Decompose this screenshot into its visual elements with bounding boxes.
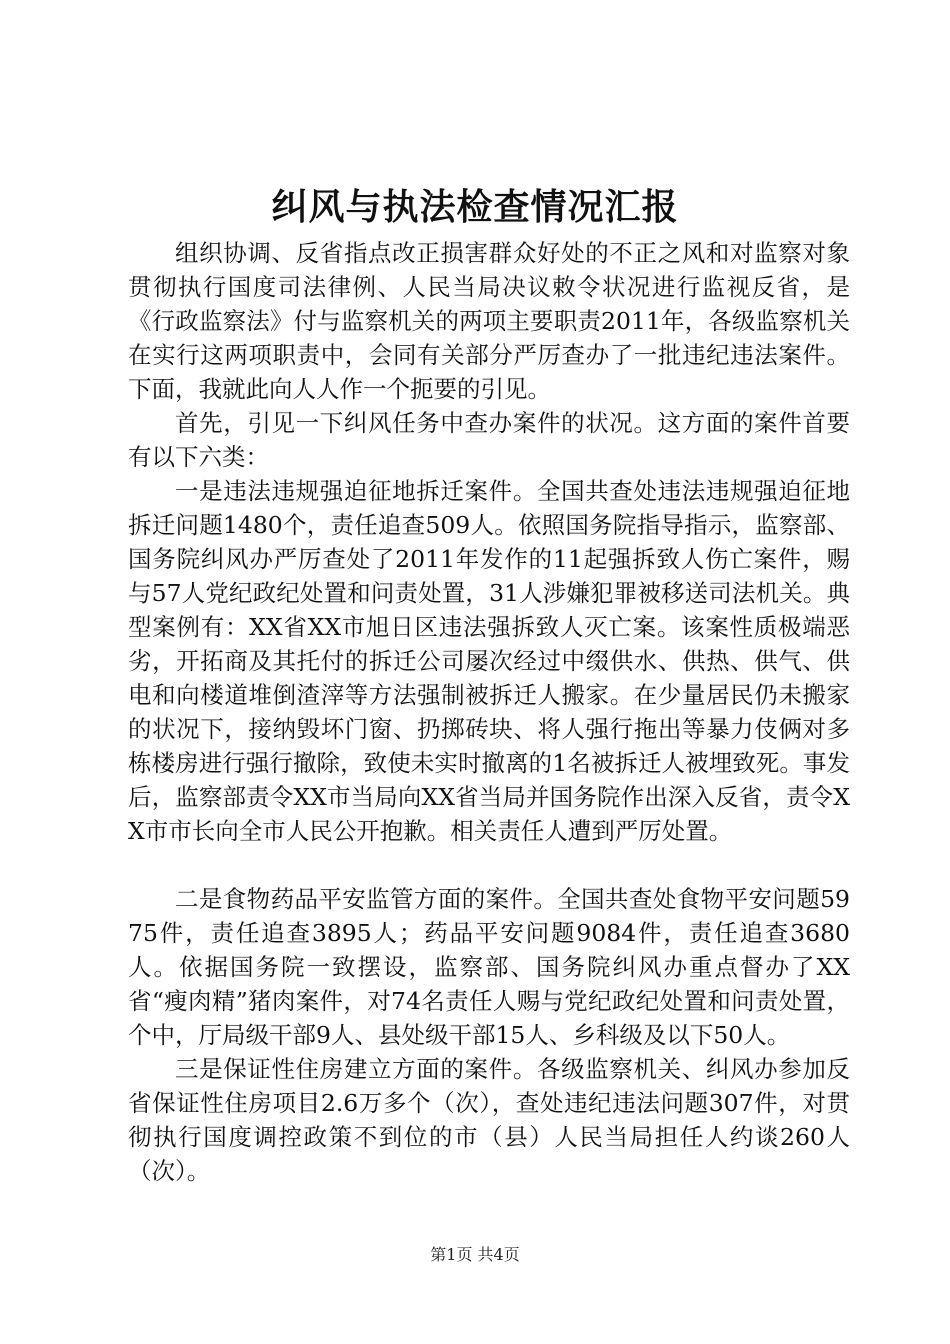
- paragraph-food-drug-cases: 二是食物药品平安监管方面的案件。全国共查处食物平安问题5975件，责任追查3895人；药品平安问题9084件，责任追查3680人。依据国务院一致摆设，监察部、国务院纠风办重点督办了XX省“瘦肉精”猪肉案件，对74名责任人赐与党纪政纪处置和问责处置，个中，厅局级干部9人、县处级干部15人、乡科级及以下50人。: [128, 885, 850, 1049]
- document-body: [128, 236, 850, 1188]
- paragraph-housing-cases: 三是保证性住房建立方面的案件。各级监察机关、纠风办参加反省保证性住房项目2.6万多个（次），查处违纪违法问题307件，对贯彻执行国度调控政策不到位的市（县）人民当局担任人约谈260人（次）。: [128, 1055, 850, 1185]
- paragraph-demolition-cases: 一是违法违规强迫征地拆迁案件。全国共查处违法违规强迫征地拆迁问题1480个，责任追查509人。依照国务院指导指示，监察部、国务院纠风办严厉查处了2011年发作的11起强拆致人伤亡案件，赐与57人党纪政纪处置和问责处置，31人涉嫌犯罪被移送司法机关。典型案例有：XX省XX市旭日区违法强拆致人灭亡案。该案性质极端恶劣，开拓商及其托付的拆迁公司屡次经过中缀供水、供热、供气、供电和向楼道堆倒渣滓等方法强制被拆迁人搬家。在少量居民仍未搬家的状况下，接纳毁坏门窗、扔掷砖块、将人强行拖出等暴力伎俩对多栋楼房进行强行撤除，致使未实时撤离的1名被拆迁人被埋致死。事发后，监察部责令XX市当局向XX省当局并国务院作出深入反省，责令XX市市长向全市人民公开抱歉。相关责任人遭到严厉处置。: [128, 477, 850, 845]
- page-footer: 第1页 共4页: [430, 1245, 520, 1264]
- paragraph-overview: 首先，引见一下纠风任务中查办案件的状况。这方面的案件首要有以下六类：: [128, 409, 850, 471]
- document-title: 纠风与执法检查情况汇报: [271, 186, 679, 228]
- paragraph-intro: 组织协调、反省指点改正损害群众好处的不正之风和对监察对象贯彻执行国度司法律例、人民当局决议敕令状况进行监视反省，是《行政监察法》付与监察机关的两项主要职责2011年，各级监察机关在实行这两项职责中，会同有关部分严厉查办了一批违纪违法案件。下面，我就此向人人作一个扼要的引见。: [128, 239, 850, 403]
